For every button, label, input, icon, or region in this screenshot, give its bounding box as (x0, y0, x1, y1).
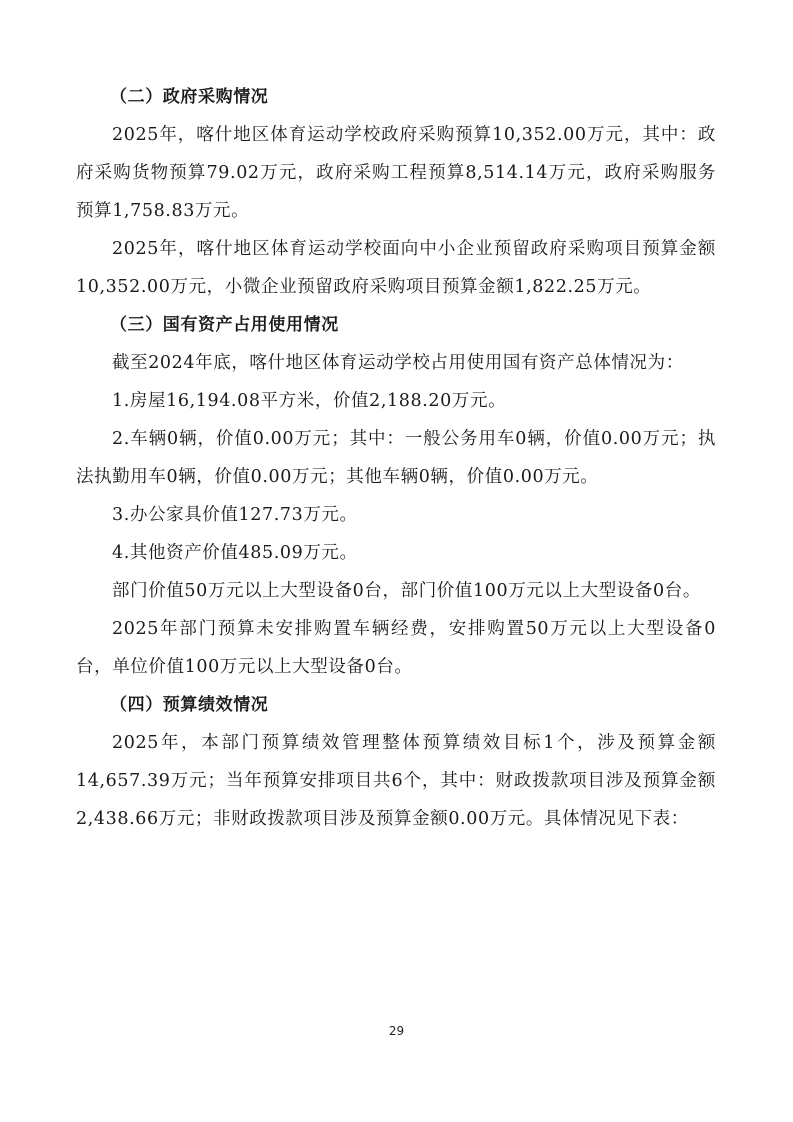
paragraph-assets-buildings: 1.房屋16,194.08平方米，价值2,188.20万元。 (112, 391, 507, 411)
paragraph-assets-overview: 截至2024年底，喀什地区体育运动学校占用使用国有资产总体情况为： (112, 353, 684, 373)
paragraph-assets-purchase-plan: 2025年部门预算未安排购置车辆经费，安排购置50万元以上大型设备0台，单位价值100万元以上大型设备0台。 (76, 619, 716, 677)
paragraph-assets-other: 4.其他资产价值485.09万元。 (112, 543, 358, 563)
paragraph-procurement-budget: 2025年，喀什地区体育运动学校政府采购预算10,352.00万元，其中：政府采购货物预算79.02万元，政府采购工程预算8,514.14万元，政府采购服务预算1,758.83万元。 (76, 125, 716, 221)
paragraph-assets-large-equipment: 部门价值50万元以上大型设备0台，部门价值100万元以上大型设备0台。 (112, 581, 701, 601)
page-number: 29 (388, 1024, 405, 1038)
section-heading-budget-performance: （四）预算绩效情况 (110, 695, 269, 715)
paragraph-assets-furniture: 3.办公家具价值127.73万元。 (112, 505, 358, 525)
paragraph-sme-reserved-procurement: 2025年，喀什地区体育运动学校面向中小企业预留政府采购项目预算金额10,352.00万元，小微企业预留政府采购项目预算金额1,822.25万元。 (76, 239, 716, 297)
paragraph-assets-vehicles: 2.车辆0辆，价值0.00万元；其中：一般公务用车0辆，价值0.00万元；执法执勤用车0辆，价值0.00万元；其他车辆0辆，价值0.00万元。 (76, 429, 716, 487)
section-heading-government-procurement: （二）政府采购情况 (110, 87, 269, 107)
document-body (76, 78, 716, 838)
section-heading-state-assets: （三）国有资产占用使用情况 (110, 315, 339, 335)
paragraph-performance-targets: 2025年，本部门预算绩效管理整体预算绩效目标1个，涉及预算金额14,657.39万元；当年预算安排项目共6个，其中：财政拨款项目涉及预算金额2,438.66万元；非财政拨款项目涉及预算金额0.00万元。具体情况见下表： (76, 733, 716, 829)
